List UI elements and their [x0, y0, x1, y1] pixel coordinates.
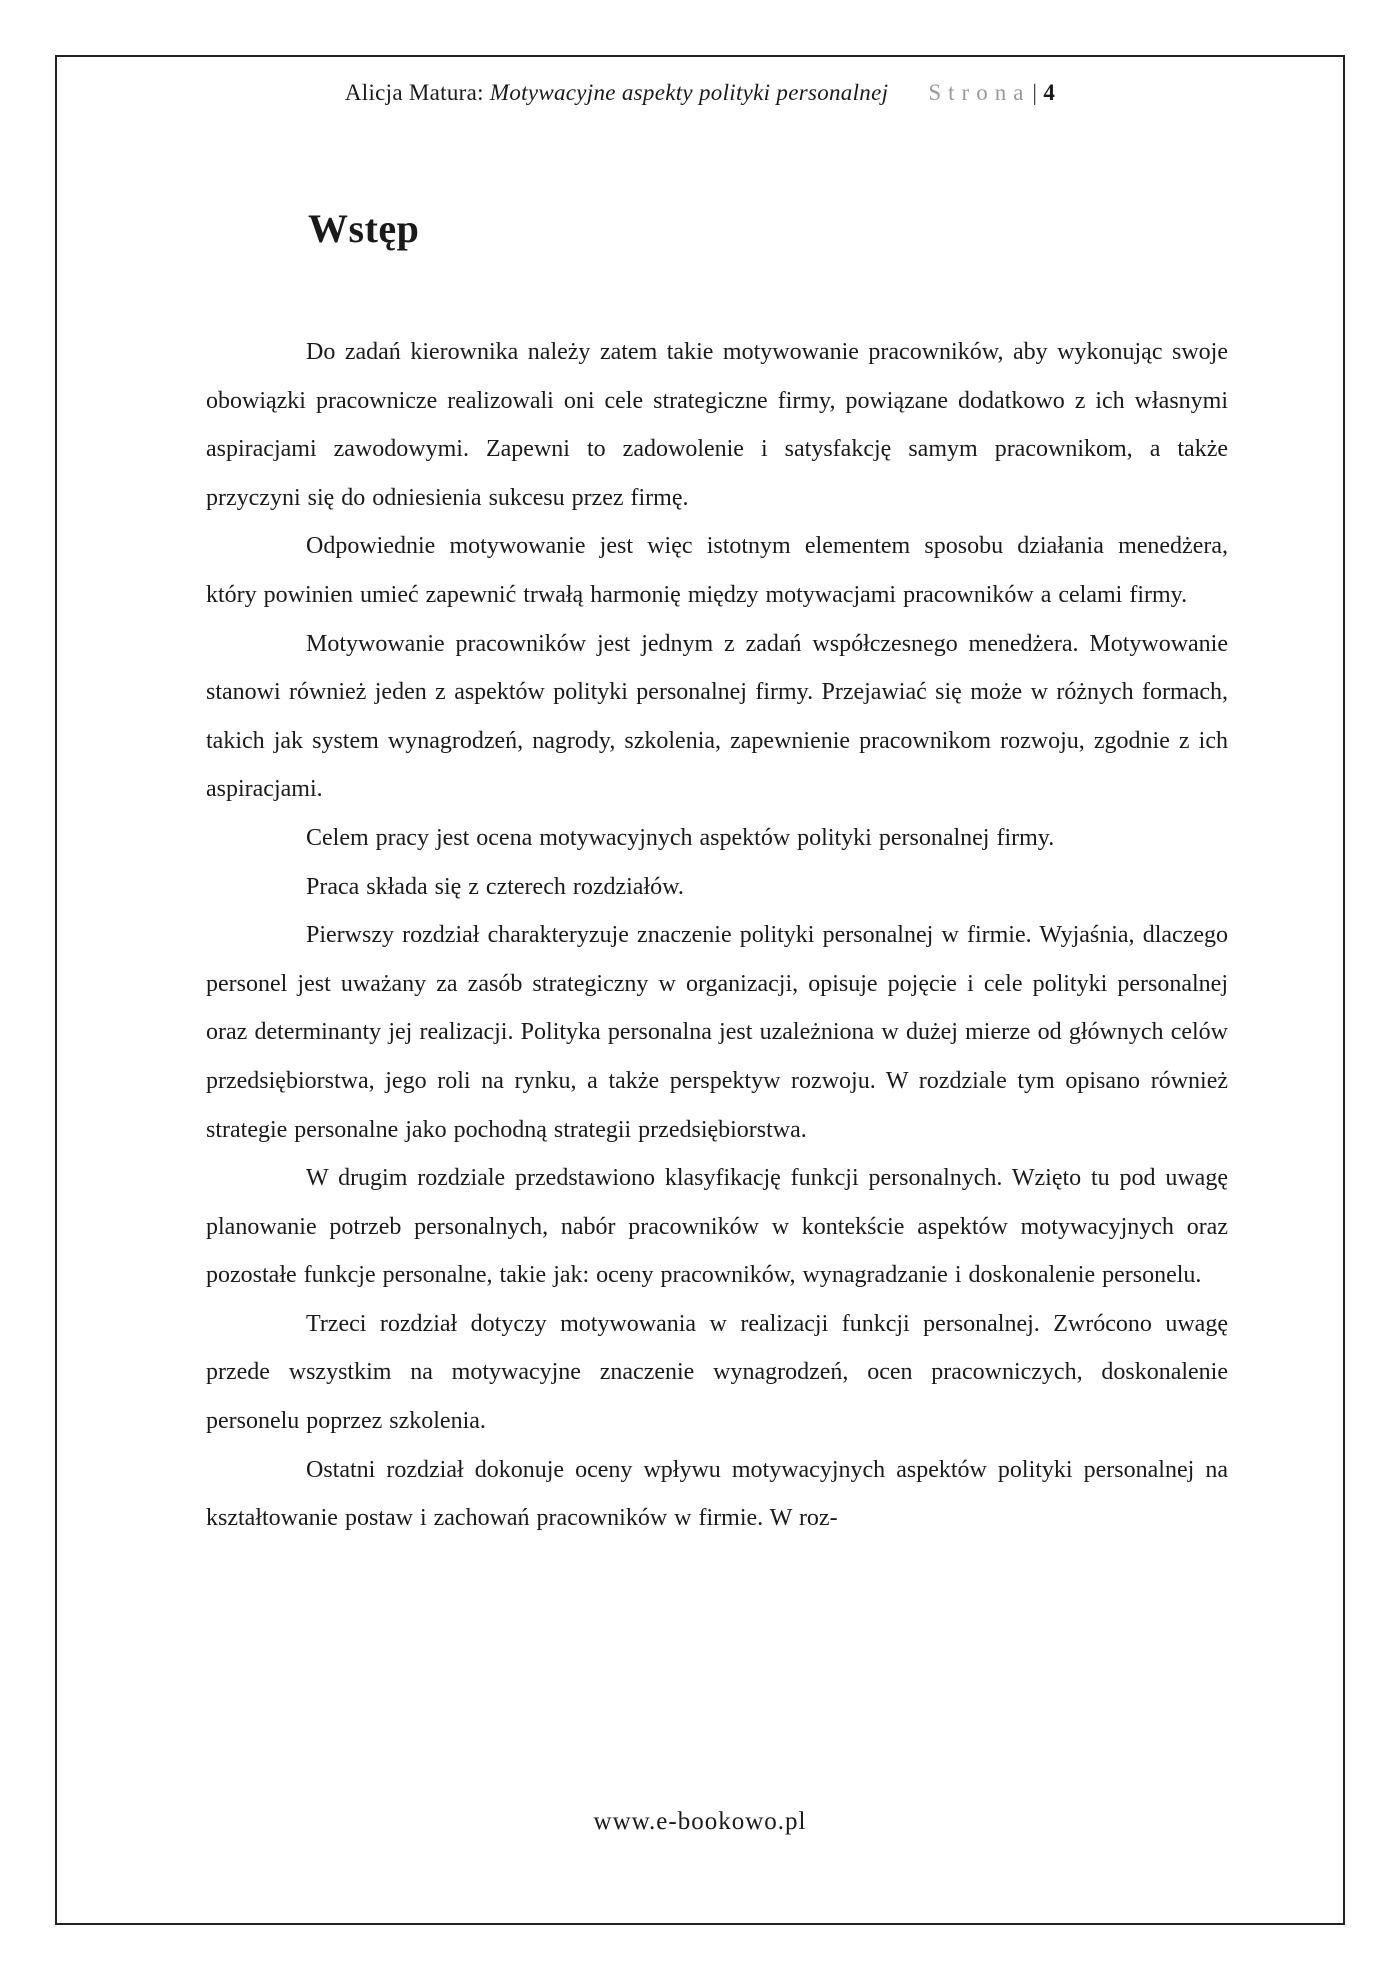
header-author: Alicja Matura: — [344, 80, 484, 105]
header-page-number: 4 — [1043, 80, 1056, 105]
paragraph: Praca składa się z czterech rozdziałów. — [306, 873, 684, 900]
header-title: Motywacyjne aspekty polityki personalnej — [489, 80, 889, 105]
paragraph: Ostatni rozdział dokonuje oceny wpływu motywacyjnych aspektów polityki personalnej na kształtowanie postaw i zachowań pracowników w firmie. W roz- — [206, 1456, 1228, 1532]
footer-url[interactable]: www.e-bookowo.pl — [593, 1808, 807, 1835]
paragraph: Celem pracy jest ocena motywacyjnych aspektów polityki personalnej firmy. — [306, 824, 1055, 851]
paragraph: Do zadań kierownika należy zatem takie motywowanie pracowników, aby wykonując swoje obowiązki pracownicze realizowali oni cele strategiczne firmy, powiązane dodatkowo z ich własnymi aspiracjami zawodowymi. Zapewni to zadowolenie i satysfakcję samym pracownikom, a także przyczyni się do odniesienia sukcesu przez firmę. — [206, 339, 1228, 511]
paragraph: Pierwszy rozdział charakteryzuje znaczenie polityki personalnej w firmie. Wyjaśnia, dlaczego personel jest uważany za zasób strategiczny w organizacji, opisuje pojęcie i cele polityki personalnej oraz determinanty jej realizacji. Polityka personalna jest uzależniona w dużej mierze od głównych celów przedsiębiorstwa, jego roli na rynku, a także perspektyw rozwoju. W rozdziale tym opisano również strategie personalne jako pochodną strategii przedsiębiorstwa. — [206, 922, 1228, 1143]
chapter-title: Wstęp — [308, 206, 420, 251]
header-page-label: Strona — [928, 80, 1031, 105]
paragraph: Odpowiednie motywowanie jest więc istotnym elementem sposobu działania menedżera, który powinien umieć zapewnić trwałą harmonię między motywacjami pracowników a celami firmy. — [206, 533, 1228, 608]
paragraph: W drugim rozdziale przedstawiono klasyfikację funkcji personalnych. Wzięto tu pod uwagę planowanie potrzeb personalnych, nabór pracowników w kontekście aspektów motywacyjnych oraz pozostałe funkcje personalne, takie jak: oceny pracowników, wynagradzanie i doskonalenie personelu. — [206, 1165, 1228, 1289]
body-text — [206, 328, 1228, 1543]
header-divider: | — [1032, 80, 1038, 105]
paragraph: Trzeci rozdział dotyczy motywowania w realizacji funkcji personalnej. Zwrócono uwagę przede wszystkim na motywacyjne znaczenie wynagrodzeń, ocen pracowniczych, doskonalenie personelu poprzez szkolenia. — [206, 1310, 1228, 1435]
paragraph: Motywowanie pracowników jest jednym z zadań współczesnego menedżera. Motywowanie stanowi również jeden z aspektów polityki personalnej firmy. Przejawiać się może w różnych formach, takich jak system wynagrodzeń, nagrody, szkolenia, zapewnienie pracownikom rozwoju, zgodnie z ich aspiracjami. — [206, 630, 1228, 803]
running-header — [0, 80, 1400, 106]
